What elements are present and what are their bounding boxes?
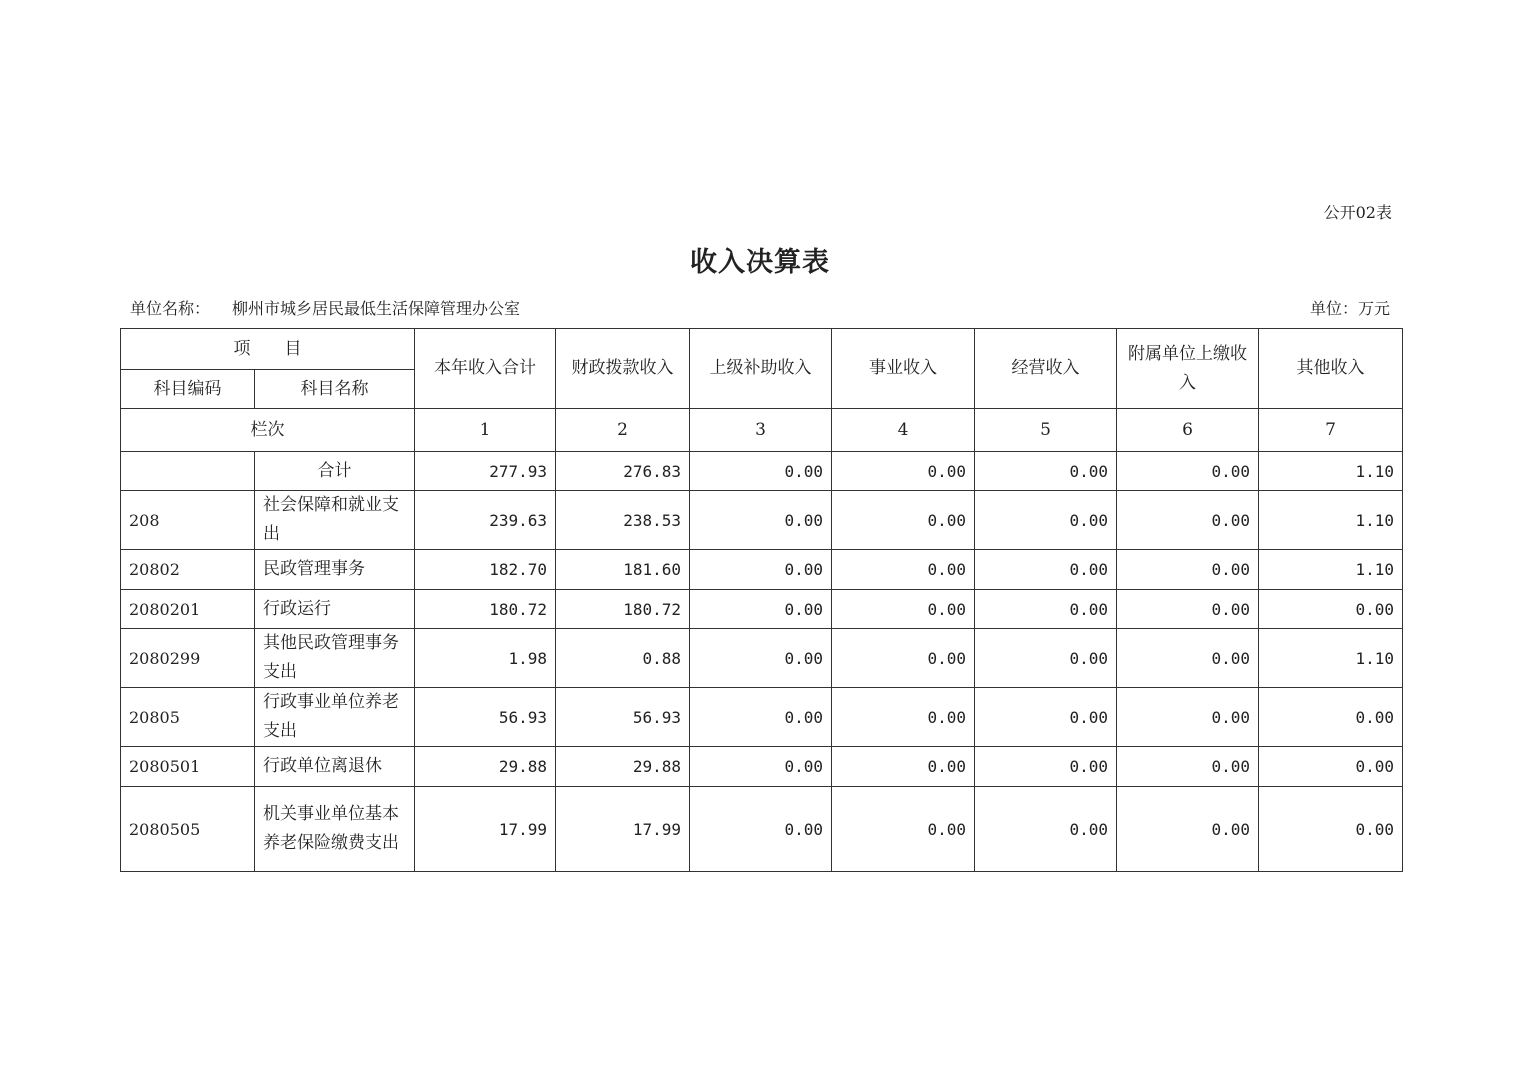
row-value: 56.93 <box>415 688 556 747</box>
row-value: 277.93 <box>415 452 556 491</box>
row-value: 0.00 <box>832 452 975 491</box>
row-value: 0.00 <box>1259 590 1403 629</box>
row-value: 276.83 <box>556 452 690 491</box>
table-row <box>121 787 1403 872</box>
header-col-6: 附属单位上缴收入 <box>1117 329 1259 409</box>
row-code: 20802 <box>121 550 255 590</box>
row-value: 239.63 <box>415 491 556 550</box>
table-row <box>121 688 1403 747</box>
row-value: 0.00 <box>975 688 1117 747</box>
row-value: 180.72 <box>556 590 690 629</box>
row-value: 0.00 <box>690 452 832 491</box>
form-id: 公开02表 <box>1323 203 1392 222</box>
page-title: 收入决算表 <box>690 247 830 278</box>
row-value: 0.00 <box>690 590 832 629</box>
row-name: 行政运行 <box>255 590 415 629</box>
unit-name-line <box>130 296 520 319</box>
row-name: 社会保障和就业支出 <box>255 491 415 550</box>
row-value: 17.99 <box>415 787 556 872</box>
row-code: 2080299 <box>121 629 255 688</box>
row-value: 238.53 <box>556 491 690 550</box>
unit-name-label: 单位名称： <box>130 299 211 318</box>
row-name: 行政单位离退休 <box>255 747 415 787</box>
row-value: 0.00 <box>690 550 832 590</box>
row-value: 0.00 <box>690 629 832 688</box>
header-col-2: 财政拨款收入 <box>556 329 690 409</box>
header-col-1: 本年收入合计 <box>415 329 556 409</box>
row-value: 0.00 <box>975 452 1117 491</box>
row-value: 1.98 <box>415 629 556 688</box>
row-value: 1.10 <box>1259 452 1403 491</box>
row-value: 0.88 <box>556 629 690 688</box>
row-name: 合计 <box>255 452 415 491</box>
row-value: 182.70 <box>415 550 556 590</box>
row-value: 0.00 <box>1259 688 1403 747</box>
row-value: 17.99 <box>556 787 690 872</box>
row-value: 56.93 <box>556 688 690 747</box>
row-value: 0.00 <box>832 629 975 688</box>
table-row <box>121 590 1403 629</box>
row-value: 0.00 <box>832 747 975 787</box>
row-value: 0.00 <box>1259 787 1403 872</box>
header-project: 项 目 <box>121 329 415 370</box>
seq-1: 1 <box>415 409 556 452</box>
row-code: 2080201 <box>121 590 255 629</box>
header-col-7: 其他收入 <box>1259 329 1403 409</box>
row-code: 2080501 <box>121 747 255 787</box>
row-value: 0.00 <box>690 787 832 872</box>
row-value: 0.00 <box>1117 491 1259 550</box>
row-value: 0.00 <box>975 550 1117 590</box>
row-value: 0.00 <box>832 787 975 872</box>
table-row <box>121 491 1403 550</box>
row-code <box>121 452 255 491</box>
row-name: 民政管理事务 <box>255 550 415 590</box>
row-value: 0.00 <box>690 688 832 747</box>
row-name: 机关事业单位基本养老保险缴费支出 <box>255 787 415 872</box>
row-value: 0.00 <box>690 747 832 787</box>
row-value: 0.00 <box>690 491 832 550</box>
unit-amount: 单位：万元 <box>1309 299 1390 318</box>
row-value: 0.00 <box>1117 452 1259 491</box>
seq-3: 3 <box>690 409 832 452</box>
table-row <box>121 747 1403 787</box>
row-value: 0.00 <box>1117 590 1259 629</box>
row-value: 1.10 <box>1259 629 1403 688</box>
row-value: 0.00 <box>975 747 1117 787</box>
row-code: 2080505 <box>121 787 255 872</box>
seq-5: 5 <box>975 409 1117 452</box>
table-row <box>121 550 1403 590</box>
row-value: 0.00 <box>1117 688 1259 747</box>
row-value: 0.00 <box>832 491 975 550</box>
row-value: 0.00 <box>1259 747 1403 787</box>
header-name: 科目名称 <box>255 370 415 409</box>
header-col-5: 经营收入 <box>975 329 1117 409</box>
row-value: 0.00 <box>1117 550 1259 590</box>
seq-row <box>121 409 1403 452</box>
row-value: 0.00 <box>975 787 1117 872</box>
row-value: 181.60 <box>556 550 690 590</box>
row-value: 29.88 <box>415 747 556 787</box>
unit-name-value: 柳州市城乡居民最低生活保障管理办公室 <box>232 299 521 318</box>
row-value: 180.72 <box>415 590 556 629</box>
header-col-4: 事业收入 <box>832 329 975 409</box>
table-row <box>121 452 1403 491</box>
row-value: 0.00 <box>975 629 1117 688</box>
row-value: 0.00 <box>1117 787 1259 872</box>
row-value: 0.00 <box>1117 747 1259 787</box>
row-name: 行政事业单位养老支出 <box>255 688 415 747</box>
income-table <box>120 328 1403 872</box>
row-value: 0.00 <box>975 590 1117 629</box>
row-value: 0.00 <box>832 688 975 747</box>
row-value: 29.88 <box>556 747 690 787</box>
row-value: 0.00 <box>832 550 975 590</box>
row-value: 0.00 <box>832 590 975 629</box>
row-code: 20805 <box>121 688 255 747</box>
header-code: 科目编码 <box>121 370 255 409</box>
row-value: 0.00 <box>975 491 1117 550</box>
table-row <box>121 629 1403 688</box>
row-value: 0.00 <box>1117 629 1259 688</box>
seq-4: 4 <box>832 409 975 452</box>
seq-2: 2 <box>556 409 690 452</box>
row-value: 1.10 <box>1259 491 1403 550</box>
row-code: 208 <box>121 491 255 550</box>
seq-6: 6 <box>1117 409 1259 452</box>
row-value: 1.10 <box>1259 550 1403 590</box>
seq-label: 栏次 <box>121 409 415 452</box>
row-name: 其他民政管理事务支出 <box>255 629 415 688</box>
seq-7: 7 <box>1259 409 1403 452</box>
header-col-3: 上级补助收入 <box>690 329 832 409</box>
